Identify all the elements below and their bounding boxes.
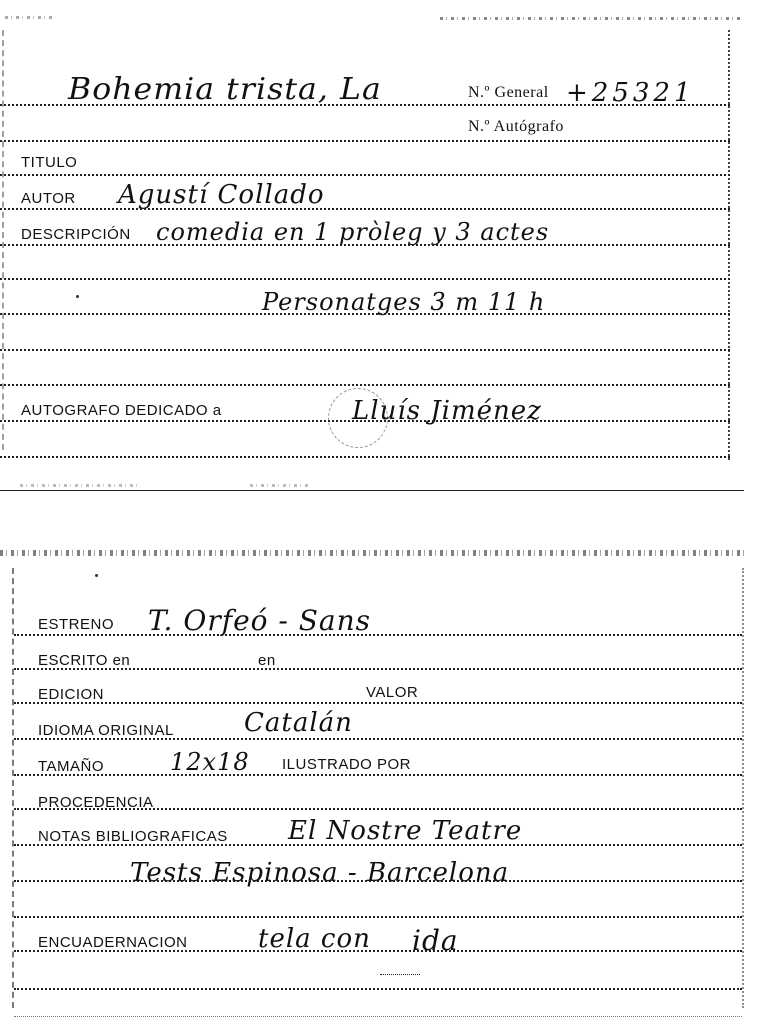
estreno-value: T. Orfeó - Sans — [148, 604, 372, 637]
descripcion-value: comedia en 1 pròleg y 3 actes — [156, 218, 550, 246]
b-rule-8 — [14, 880, 742, 882]
rule-11 — [0, 456, 730, 458]
tamano-value: 12x18 — [170, 748, 250, 776]
bottom-edge-noise-2 — [250, 484, 310, 487]
b-rule-11 — [380, 974, 420, 975]
encuadernacion-value-1: tela con — [258, 924, 371, 954]
autor-label: AUTOR — [21, 190, 76, 207]
b-rule-7 — [14, 844, 742, 846]
rule-5 — [0, 244, 730, 246]
ilustrado-label: ILUSTRADO POR — [282, 756, 412, 773]
autografo-number-label: N.º Autógrafo — [468, 118, 564, 135]
rule-8 — [0, 349, 730, 351]
top-catalog-card — [0, 0, 759, 500]
tamano-label: TAMAÑO — [38, 758, 105, 775]
b-rule-3 — [14, 702, 742, 704]
top-card-bottom-edge — [0, 490, 744, 491]
b-rule-2 — [14, 668, 742, 670]
encuadernacion-value-2: ida — [412, 924, 459, 957]
estreno-label: ESTRENO — [38, 616, 115, 633]
escrito-en2-label: en — [258, 652, 276, 669]
top-edge-noise-left — [5, 16, 55, 19]
edicion-label: EDICION — [38, 686, 105, 703]
left-border — [2, 30, 4, 450]
b-rule-6 — [14, 808, 742, 810]
notas-value-line1: El Nostre Teatre — [288, 816, 523, 846]
title-handwritten: Bohemia trista, La — [68, 72, 382, 107]
idioma-value: Catalán — [244, 708, 353, 738]
procedencia-label: PROCEDENCIA — [38, 794, 154, 811]
b-rule-5 — [14, 774, 742, 776]
b-rule-9 — [14, 916, 742, 918]
bottom-catalog-card — [0, 540, 759, 1028]
rule-10 — [0, 420, 730, 422]
rule-4 — [0, 208, 730, 210]
speck-2 — [95, 574, 98, 577]
b-rule-4 — [14, 738, 742, 740]
rule-3 — [0, 174, 730, 176]
autor-value: Agustí Collado — [118, 180, 325, 210]
b-rule-bottom — [14, 1016, 742, 1017]
dedicado-label: AUTOGRAFO DEDICADO a — [21, 402, 222, 419]
general-number-label: N.º General — [468, 84, 549, 101]
titulo-label: TITULO — [21, 154, 78, 171]
b-rule-10 — [14, 950, 742, 952]
b-rule-12 — [14, 988, 742, 990]
bottom-edge-noise — [20, 484, 140, 487]
encuadernacion-label: ENCUADERNACION — [38, 934, 188, 951]
notas-value-line2: Tests Espinosa - Barcelona — [130, 858, 510, 888]
notas-label: NOTAS BIBLIOGRAFICAS — [38, 828, 228, 845]
rule-9 — [0, 384, 730, 386]
rule-2 — [0, 140, 730, 142]
speck — [76, 295, 79, 298]
top-edge-noise — [440, 17, 740, 20]
valor-label: VALOR — [366, 684, 419, 701]
bottom-card-top-noise — [0, 550, 744, 556]
rule-7 — [0, 313, 730, 315]
bottom-right-border — [742, 568, 744, 1008]
personajes-value: Personatges 3 m 11 h — [262, 288, 546, 316]
idioma-label: IDIOMA ORIGINAL — [38, 722, 174, 739]
general-number-value: +25321 — [566, 78, 695, 108]
descripcion-label: DESCRIPCIÓN — [21, 226, 131, 243]
dedicado-value: Lluís Jiménez — [352, 396, 542, 426]
title-rule — [0, 104, 730, 106]
escrito-label: ESCRITO en — [38, 652, 131, 669]
rule-6 — [0, 278, 730, 280]
b-rule-1 — [14, 634, 742, 636]
